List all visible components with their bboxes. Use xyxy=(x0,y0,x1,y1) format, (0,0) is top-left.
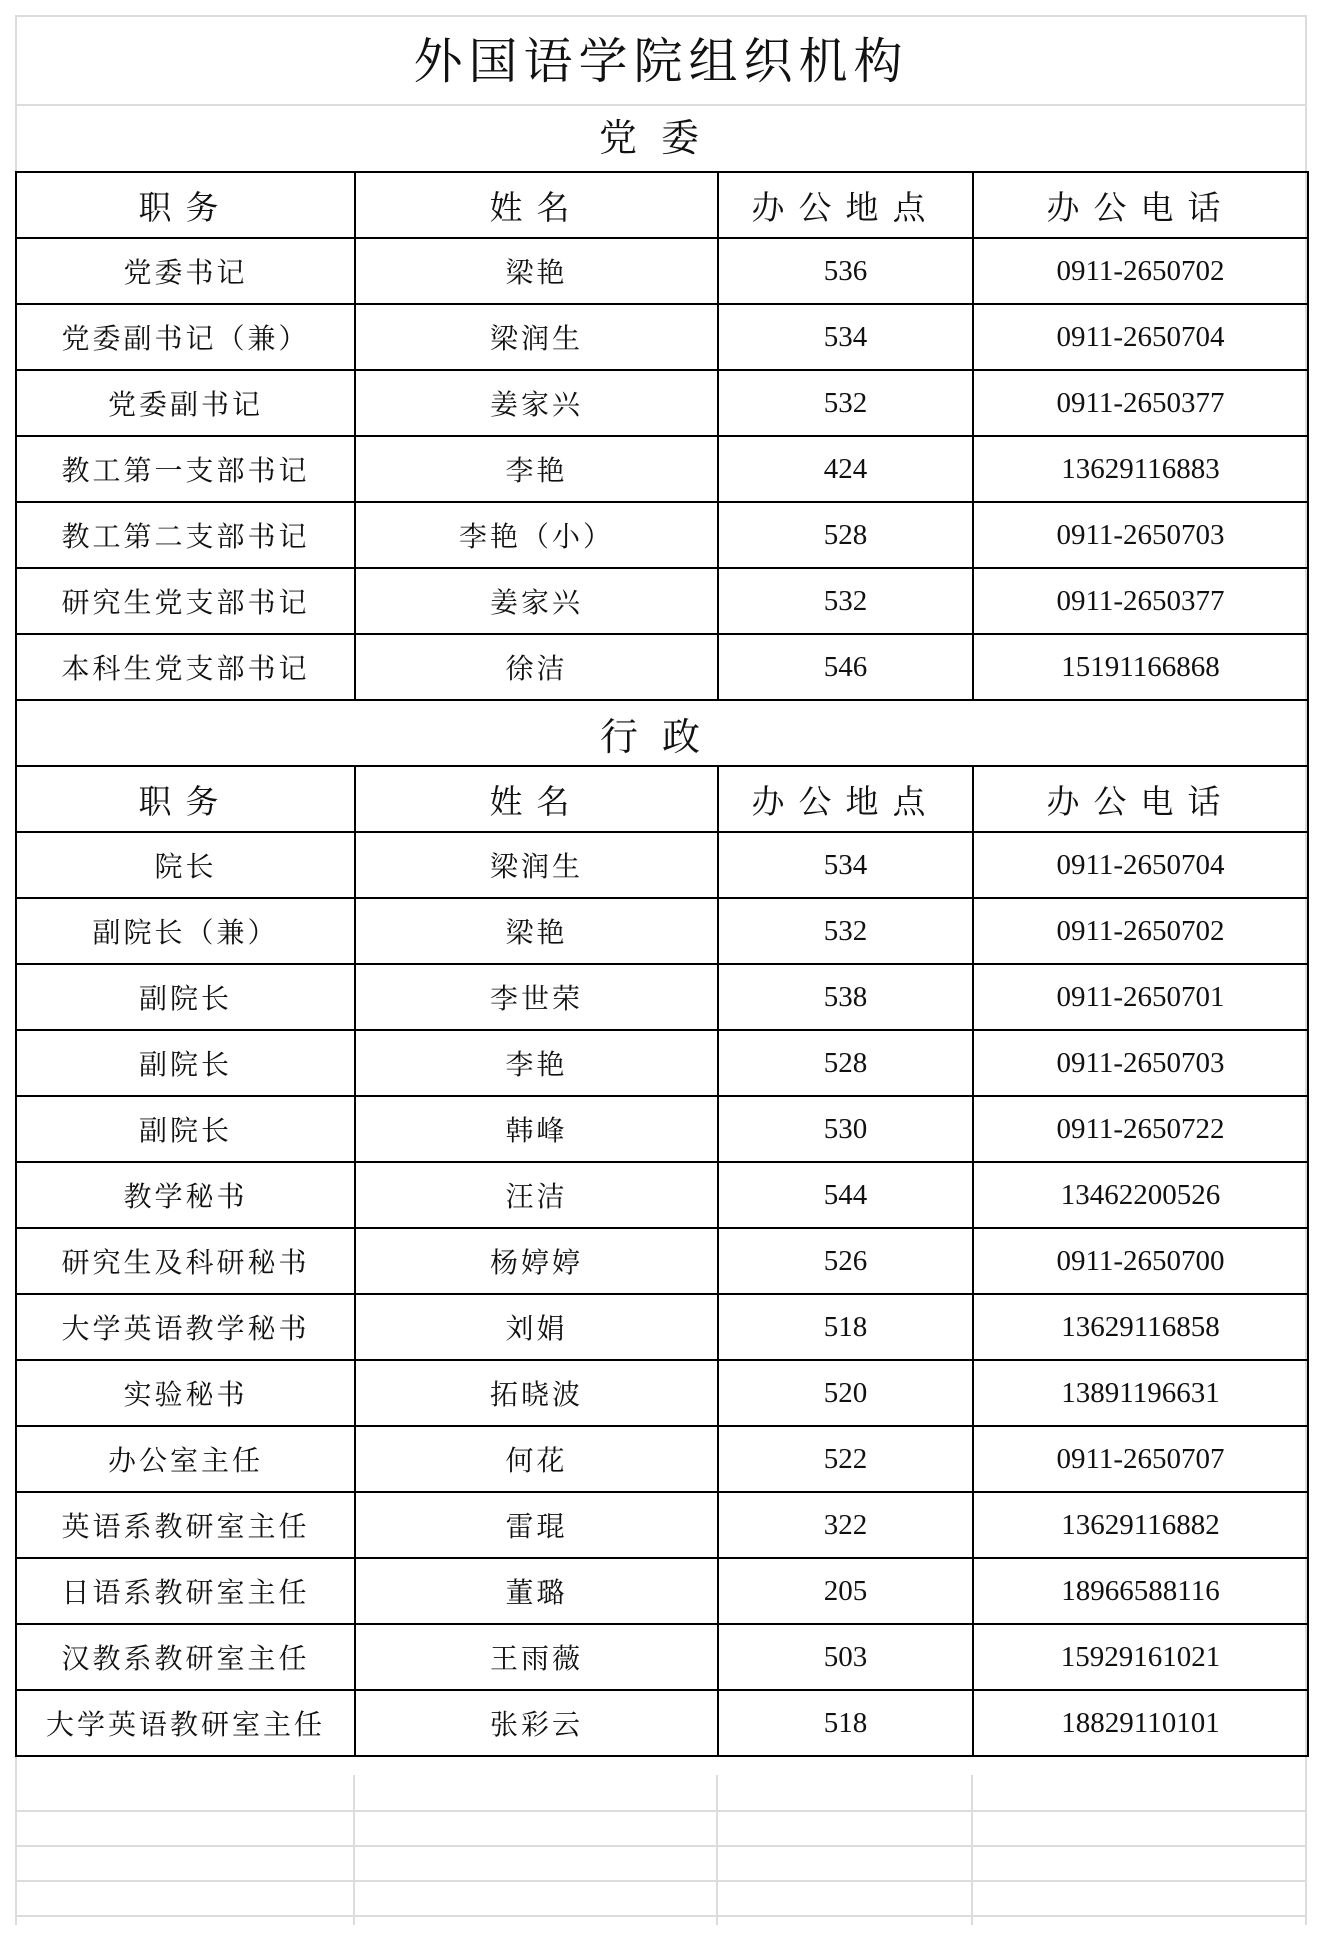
cell-phone: 0911-2650703 xyxy=(973,1030,1308,1096)
cell-name: 拓晓波 xyxy=(355,1360,718,1426)
cell-office: 522 xyxy=(718,1426,973,1492)
cell-name: 李艳 xyxy=(355,1030,718,1096)
cell-office: 536 xyxy=(718,238,973,304)
cell-name: 董璐 xyxy=(355,1558,718,1624)
cell-office: 532 xyxy=(718,898,973,964)
cell-phone: 18829110101 xyxy=(973,1690,1308,1756)
cell-role: 党委书记 xyxy=(16,238,355,304)
table-row xyxy=(16,304,1308,370)
cell-office: 205 xyxy=(718,1558,973,1624)
cell-office: 424 xyxy=(718,436,973,502)
header-row xyxy=(16,172,1308,238)
cell-role: 党委副书记（兼） xyxy=(16,304,355,370)
cell-name: 姜家兴 xyxy=(355,568,718,634)
table-row xyxy=(16,964,1308,1030)
cell-name: 梁润生 xyxy=(355,832,718,898)
table-row xyxy=(16,1294,1308,1360)
cell-phone: 0911-2650704 xyxy=(973,304,1308,370)
cell-office: 544 xyxy=(718,1162,973,1228)
cell-phone: 0911-2650703 xyxy=(973,502,1308,568)
table-row xyxy=(16,1096,1308,1162)
cell-name: 姜家兴 xyxy=(355,370,718,436)
column-header: 职务 xyxy=(16,766,355,832)
table-row xyxy=(16,502,1308,568)
cell-role: 大学英语教研室主任 xyxy=(16,1690,355,1756)
cell-office: 538 xyxy=(718,964,973,1030)
cell-name: 李艳（小） xyxy=(355,502,718,568)
cell-phone: 0911-2650701 xyxy=(973,964,1308,1030)
table-row xyxy=(16,1492,1308,1558)
cell-phone: 0911-2650722 xyxy=(973,1096,1308,1162)
column-header: 姓名 xyxy=(355,766,718,832)
table-row xyxy=(16,1690,1308,1756)
table-row xyxy=(16,1558,1308,1624)
cell-role: 副院长（兼） xyxy=(16,898,355,964)
table-row xyxy=(16,370,1308,436)
cell-role: 教工第一支部书记 xyxy=(16,436,355,502)
cell-phone: 13629116858 xyxy=(973,1294,1308,1360)
cell-name: 梁润生 xyxy=(355,304,718,370)
cell-office: 532 xyxy=(718,568,973,634)
cell-phone: 18966588116 xyxy=(973,1558,1308,1624)
table-row xyxy=(16,1030,1308,1096)
cell-name: 张彩云 xyxy=(355,1690,718,1756)
cell-office: 528 xyxy=(718,502,973,568)
table-row xyxy=(16,1426,1308,1492)
cell-phone: 13629116883 xyxy=(973,436,1308,502)
cell-role: 副院长 xyxy=(16,1096,355,1162)
column-header: 办公地点 xyxy=(718,766,973,832)
table-row xyxy=(16,568,1308,634)
cell-phone: 0911-2650700 xyxy=(973,1228,1308,1294)
cell-office: 530 xyxy=(718,1096,973,1162)
cell-name: 徐洁 xyxy=(355,634,718,700)
section-heading: 行政 xyxy=(16,700,1308,766)
cell-name: 雷琨 xyxy=(355,1492,718,1558)
cell-phone: 13891196631 xyxy=(973,1360,1308,1426)
header-row xyxy=(16,766,1308,832)
table-row xyxy=(16,1360,1308,1426)
cell-name: 韩峰 xyxy=(355,1096,718,1162)
cell-office: 503 xyxy=(718,1624,973,1690)
cell-role: 研究生及科研秘书 xyxy=(16,1228,355,1294)
column-header: 姓名 xyxy=(355,172,718,238)
cell-role: 院长 xyxy=(16,832,355,898)
cell-phone: 0911-2650377 xyxy=(973,568,1308,634)
cell-office: 546 xyxy=(718,634,973,700)
cell-phone: 0911-2650702 xyxy=(973,238,1308,304)
cell-phone: 15191166868 xyxy=(973,634,1308,700)
table-row xyxy=(16,1228,1308,1294)
cell-phone: 0911-2650377 xyxy=(973,370,1308,436)
cell-name: 王雨薇 xyxy=(355,1624,718,1690)
cell-phone: 0911-2650704 xyxy=(973,832,1308,898)
cell-office: 532 xyxy=(718,370,973,436)
table-row xyxy=(16,832,1308,898)
section-heading: 党委 xyxy=(598,116,723,160)
page-title: 外国语学院组织机构 xyxy=(413,33,909,90)
cell-name: 李世荣 xyxy=(355,964,718,1030)
cell-name: 何花 xyxy=(355,1426,718,1492)
table-row xyxy=(16,1162,1308,1228)
cell-office: 528 xyxy=(718,1030,973,1096)
cell-name: 梁艳 xyxy=(355,238,718,304)
cell-role: 教工第二支部书记 xyxy=(16,502,355,568)
table-row xyxy=(16,898,1308,964)
grid-line xyxy=(971,1775,973,1925)
org-table xyxy=(15,171,1309,1757)
cell-role: 英语系教研室主任 xyxy=(16,1492,355,1558)
cell-role: 教学秘书 xyxy=(16,1162,355,1228)
cell-name: 汪洁 xyxy=(355,1162,718,1228)
grid-line xyxy=(15,15,1307,17)
cell-role: 实验秘书 xyxy=(16,1360,355,1426)
grid-line xyxy=(353,1775,355,1925)
grid-line xyxy=(15,1810,1307,1812)
table-row xyxy=(16,436,1308,502)
grid-line xyxy=(15,1880,1307,1882)
cell-role: 办公室主任 xyxy=(16,1426,355,1492)
cell-role: 研究生党支部书记 xyxy=(16,568,355,634)
cell-office: 518 xyxy=(718,1690,973,1756)
column-header: 办公地点 xyxy=(718,172,973,238)
cell-office: 526 xyxy=(718,1228,973,1294)
cell-name: 李艳 xyxy=(355,436,718,502)
section-row xyxy=(16,700,1308,766)
table-row xyxy=(16,238,1308,304)
cell-role: 党委副书记 xyxy=(16,370,355,436)
cell-phone: 15929161021 xyxy=(973,1624,1308,1690)
cell-phone: 13462200526 xyxy=(973,1162,1308,1228)
cell-office: 534 xyxy=(718,832,973,898)
grid-line xyxy=(716,1775,718,1925)
cell-office: 322 xyxy=(718,1492,973,1558)
cell-role: 汉教系教研室主任 xyxy=(16,1624,355,1690)
cell-role: 大学英语教学秘书 xyxy=(16,1294,355,1360)
table-row xyxy=(16,1624,1308,1690)
cell-role: 副院长 xyxy=(16,964,355,1030)
cell-office: 518 xyxy=(718,1294,973,1360)
column-header: 办公电话 xyxy=(973,172,1308,238)
grid-line xyxy=(15,1845,1307,1847)
cell-name: 杨婷婷 xyxy=(355,1228,718,1294)
cell-role: 本科生党支部书记 xyxy=(16,634,355,700)
cell-phone: 0911-2650707 xyxy=(973,1426,1308,1492)
cell-phone: 0911-2650702 xyxy=(973,898,1308,964)
cell-name: 梁艳 xyxy=(355,898,718,964)
cell-office: 534 xyxy=(718,304,973,370)
table-row xyxy=(16,634,1308,700)
cell-role: 副院长 xyxy=(16,1030,355,1096)
grid-line xyxy=(15,1915,1307,1917)
cell-name: 刘娟 xyxy=(355,1294,718,1360)
column-header: 办公电话 xyxy=(973,766,1308,832)
column-header: 职务 xyxy=(16,172,355,238)
cell-office: 520 xyxy=(718,1360,973,1426)
cell-role: 日语系教研室主任 xyxy=(16,1558,355,1624)
cell-phone: 13629116882 xyxy=(973,1492,1308,1558)
